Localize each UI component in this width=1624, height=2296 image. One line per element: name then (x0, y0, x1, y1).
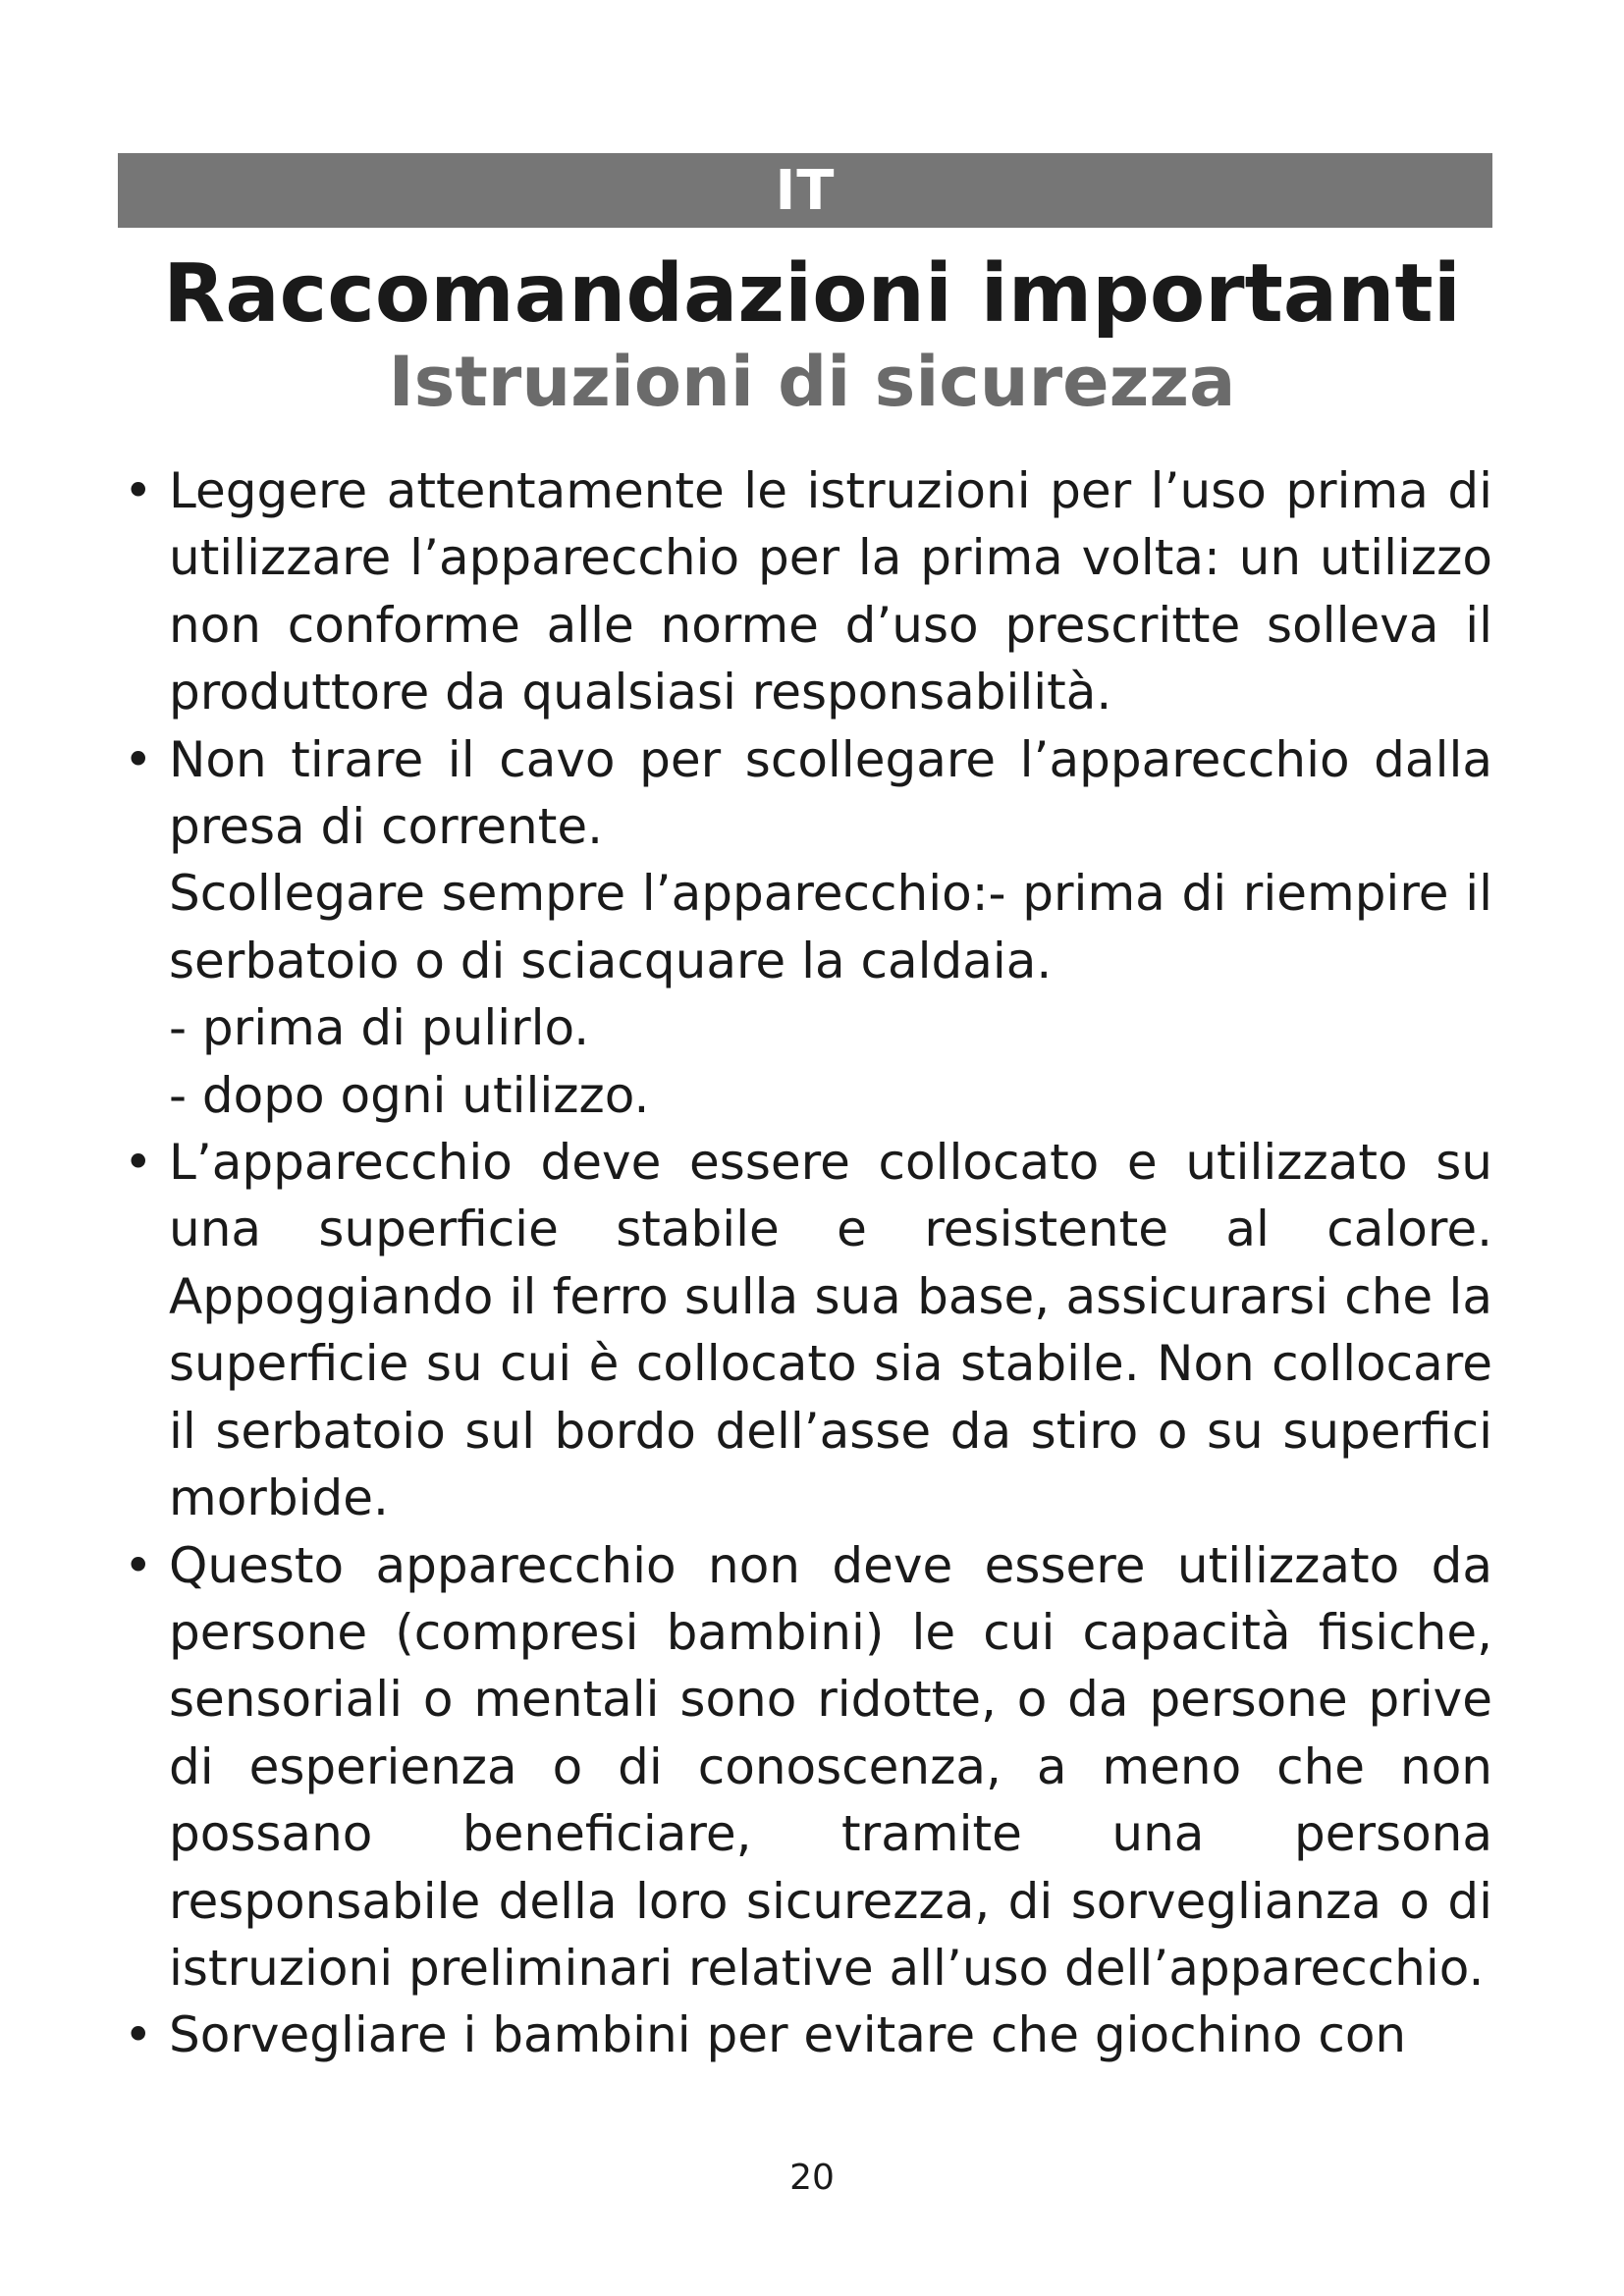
instruction-subtext: - prima di pulirlo. (169, 999, 590, 1057)
instruction-text: Questo apparecchio non deve essere utilizzato da persone (compresi bambini) le cui capacità fisiche, sensoriali o mentali sono ridotte, o da persone prive di esperienza o di conoscenza, a meno che non possano beneficiare, tramite una persona responsabile della loro sicurezza, di sorveglianza o di istruzioni preliminari relative all’uso dell’apparecchio. (169, 1536, 1492, 1997)
page-subtitle: Istruzioni di sicurezza (388, 342, 1236, 422)
instruction-subtext: - dopo ogni utilizzo. (169, 1066, 650, 1124)
language-code: IT (775, 158, 836, 223)
page-title: Raccomandazioni importanti (163, 247, 1461, 341)
bullet-icon: • (124, 2006, 153, 2064)
list-item (120, 1532, 1492, 2002)
instruction-text: Sorvegliare i bambini per evitare che giochino con (169, 2006, 1407, 2064)
safety-instructions-list (120, 457, 1492, 2069)
instruction-text: Leggere attentamente le istruzioni per l’uso prima di utilizzare l’apparecchio per la prima volta: un utilizzo non conforme alle norme d’uso prescritte solleva il produttore da qualsiasi responsabilità. (169, 462, 1492, 721)
list-item (120, 457, 1492, 726)
bullet-icon: • (124, 462, 153, 519)
language-header-bar (118, 153, 1492, 228)
list-item (120, 726, 1492, 1129)
bullet-icon: • (124, 1536, 153, 1594)
bullet-icon: • (124, 1134, 153, 1192)
instruction-subtext: Scollegare sempre l’apparecchio:- prima di riempire il serbatoio o di sciacquare la caldaia. (169, 865, 1492, 989)
page-number: 20 (789, 2158, 835, 2198)
list-item (120, 1129, 1492, 1531)
instruction-text: L’apparecchio deve essere collocato e utilizzato su una superficie stabile e resistente al calore. Appoggiando il ferro sulla sua base, assicurarsi che la superficie su cui è collocato sia stabile. Non collocare il serbatoio sul bordo dell’asse da stiro o su superfici morbide. (169, 1134, 1492, 1527)
list-item (120, 2002, 1492, 2068)
bullet-icon: • (124, 730, 153, 788)
instruction-text: Non tirare il cavo per scollegare l’apparecchio dalla presa di corrente. (169, 730, 1492, 856)
